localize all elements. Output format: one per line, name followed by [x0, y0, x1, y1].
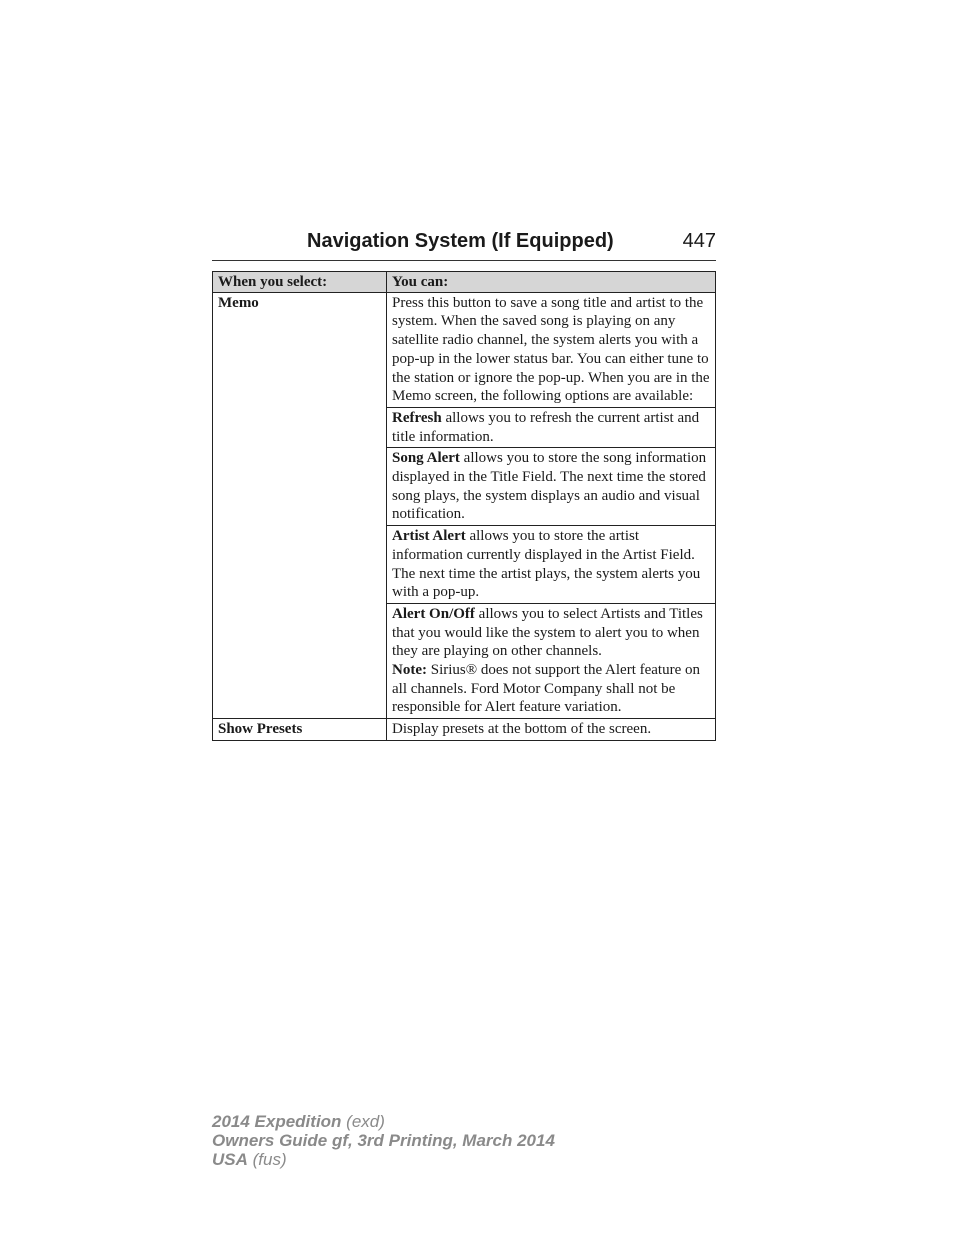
footer-line-1: [212, 1112, 555, 1131]
option-text: allows you to store the artist information currently displayed in the Artist Field. The next time the artist plays, the system alerts you with a pop-up.: [392, 528, 701, 601]
page-title: Navigation System (If Equipped): [307, 230, 614, 252]
table-row: [213, 292, 716, 407]
option-text: allows you to select Artists and Titles that you would like the system to alert you to when they are playing on other channels.: [392, 605, 703, 660]
show-presets-description: Display presets at the bottom of the screen.: [387, 719, 716, 741]
footer-line-2: Owners Guide gf, 3rd Printing, March 2014: [212, 1131, 555, 1150]
memo-description: Press this button to save a song title and artist to the system. When the saved song is playing on any satellite radio channel, the system alerts you with a pop-up in the lower status bar. You can either tune to the station or ignore the pop-up. When you are in the Memo screen, the following options are available:: [387, 292, 716, 407]
option-refresh: [387, 407, 716, 447]
note-text: Sirius® does not support the Alert feature on all channels. Ford Motor Company shall not be responsible for Alert feature variation.: [392, 662, 701, 716]
show-presets-label: Show Presets: [213, 719, 387, 741]
options-table: [212, 271, 716, 741]
footer-market: USA: [212, 1150, 248, 1169]
option-song-alert: [387, 448, 716, 526]
option-term: Alert On/Off: [392, 605, 475, 622]
footer-line-3: [212, 1150, 555, 1169]
column-header-select: When you select:: [213, 272, 387, 293]
page-number: 447: [682, 230, 716, 252]
note-label: Note:: [392, 662, 427, 679]
option-term: Song Alert: [392, 450, 460, 467]
page-footer: [212, 1112, 555, 1169]
footer-model-code: (exd): [341, 1112, 385, 1131]
footer-model: 2014 Expedition: [212, 1112, 342, 1131]
table-row: [213, 719, 716, 741]
footer-market-code: (fus): [247, 1150, 287, 1169]
column-header-action: You can:: [387, 272, 716, 293]
option-text: allows you to store the song information displayed in the Title Field. The next time the stored song plays, the system displays an audio and visual notification.: [392, 450, 707, 523]
page-header: [212, 228, 716, 261]
option-term: Artist Alert: [392, 528, 466, 545]
option-term: Refresh: [392, 409, 442, 426]
option-text: allows you to refresh the current artist and title information.: [392, 409, 700, 445]
option-alert-on-off: [387, 603, 716, 718]
option-artist-alert: [387, 526, 716, 604]
table-header-row: [213, 272, 716, 293]
memo-label: Memo: [213, 292, 387, 718]
